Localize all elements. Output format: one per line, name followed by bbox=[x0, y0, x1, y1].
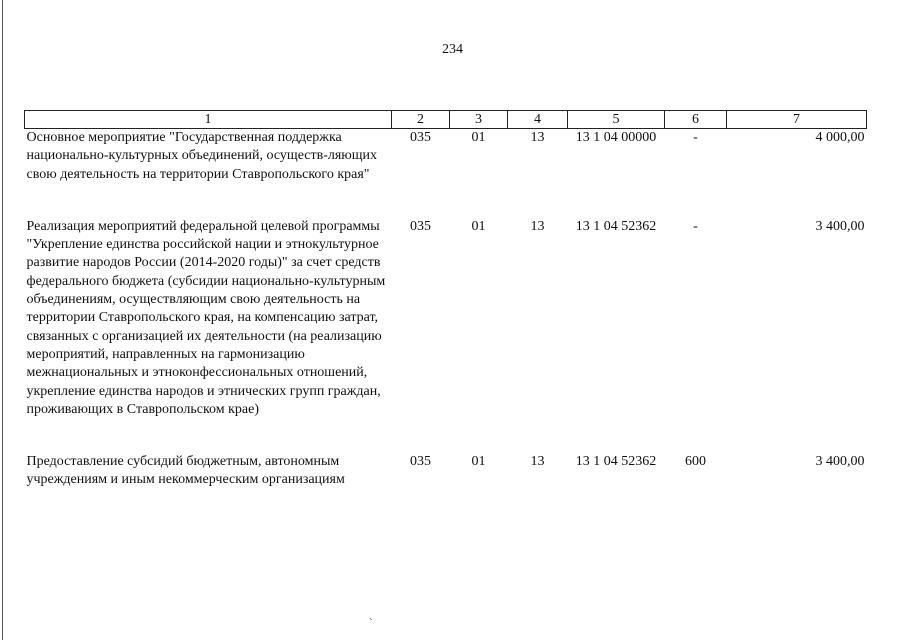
section-code: 01 bbox=[471, 218, 486, 234]
target-article-code: 13 1 04 52362 bbox=[575, 454, 657, 470]
row-name: Основное мероприятие "Государственная поддержка национально-культурных объединений, осуществ-ляющих свою деятельность на территории Ставропольского края" bbox=[26, 130, 378, 182]
target-article-code: 13 1 04 52362 bbox=[575, 218, 657, 234]
row-name: Предоставление субсидий бюджетным, автономным учреждениям и иным некоммерческим организациям bbox=[26, 454, 345, 488]
binding-edge-line bbox=[2, 0, 3, 640]
amount: 3 400,00 bbox=[815, 218, 865, 234]
expense-type-code: - bbox=[693, 130, 698, 145]
budget-table bbox=[24, 110, 867, 490]
column-number-row bbox=[25, 111, 867, 129]
section-code: 01 bbox=[471, 130, 486, 145]
table-row bbox=[25, 129, 867, 184]
ministry-code: 035 bbox=[410, 130, 431, 145]
table-row bbox=[25, 453, 867, 490]
subsection-code: 13 bbox=[530, 454, 545, 470]
column-header: 4 bbox=[508, 111, 568, 129]
column-header: 2 bbox=[392, 111, 450, 129]
subsection-code: 13 bbox=[530, 130, 545, 145]
section-code: 01 bbox=[471, 454, 486, 470]
ministry-code: 035 bbox=[410, 218, 431, 234]
amount: 3 400,00 bbox=[815, 454, 865, 470]
column-header: 6 bbox=[665, 111, 727, 129]
column-header: 7 bbox=[727, 111, 867, 129]
column-header: 1 bbox=[25, 111, 392, 129]
ministry-code: 035 bbox=[410, 454, 431, 470]
table-row bbox=[25, 218, 867, 419]
expense-type-code: 600 bbox=[685, 454, 706, 470]
amount: 4 000,00 bbox=[815, 130, 865, 145]
row-spacer bbox=[25, 419, 867, 453]
subsection-code: 13 bbox=[530, 218, 545, 234]
row-spacer bbox=[25, 184, 867, 218]
footer-mark: ` bbox=[369, 617, 373, 629]
column-header: 3 bbox=[450, 111, 508, 129]
expense-type-code: - bbox=[693, 218, 698, 234]
row-name: Реализация мероприятий федеральной целевой программы "Укрепление единства российской нации и этнокультурное развитие народов России (2014-2020 годы)" за счет средств федерального бюджета (субсидии национально-культурным объединениям, осуществляющим свою деятельность на территории Ставропольского края, на компенсацию затрат, связанных с организацией их деятельности (на реализацию мероприятий, направленных на гармонизацию межнациональных и этноконфессиональных отношений, укрепление единства народов и этнических групп граждан, проживающих в Ставропольском крае) bbox=[26, 218, 386, 417]
target-article-code: 13 1 04 00000 bbox=[575, 130, 657, 145]
column-header: 5 bbox=[568, 111, 665, 129]
page-number: 234 bbox=[442, 42, 463, 57]
